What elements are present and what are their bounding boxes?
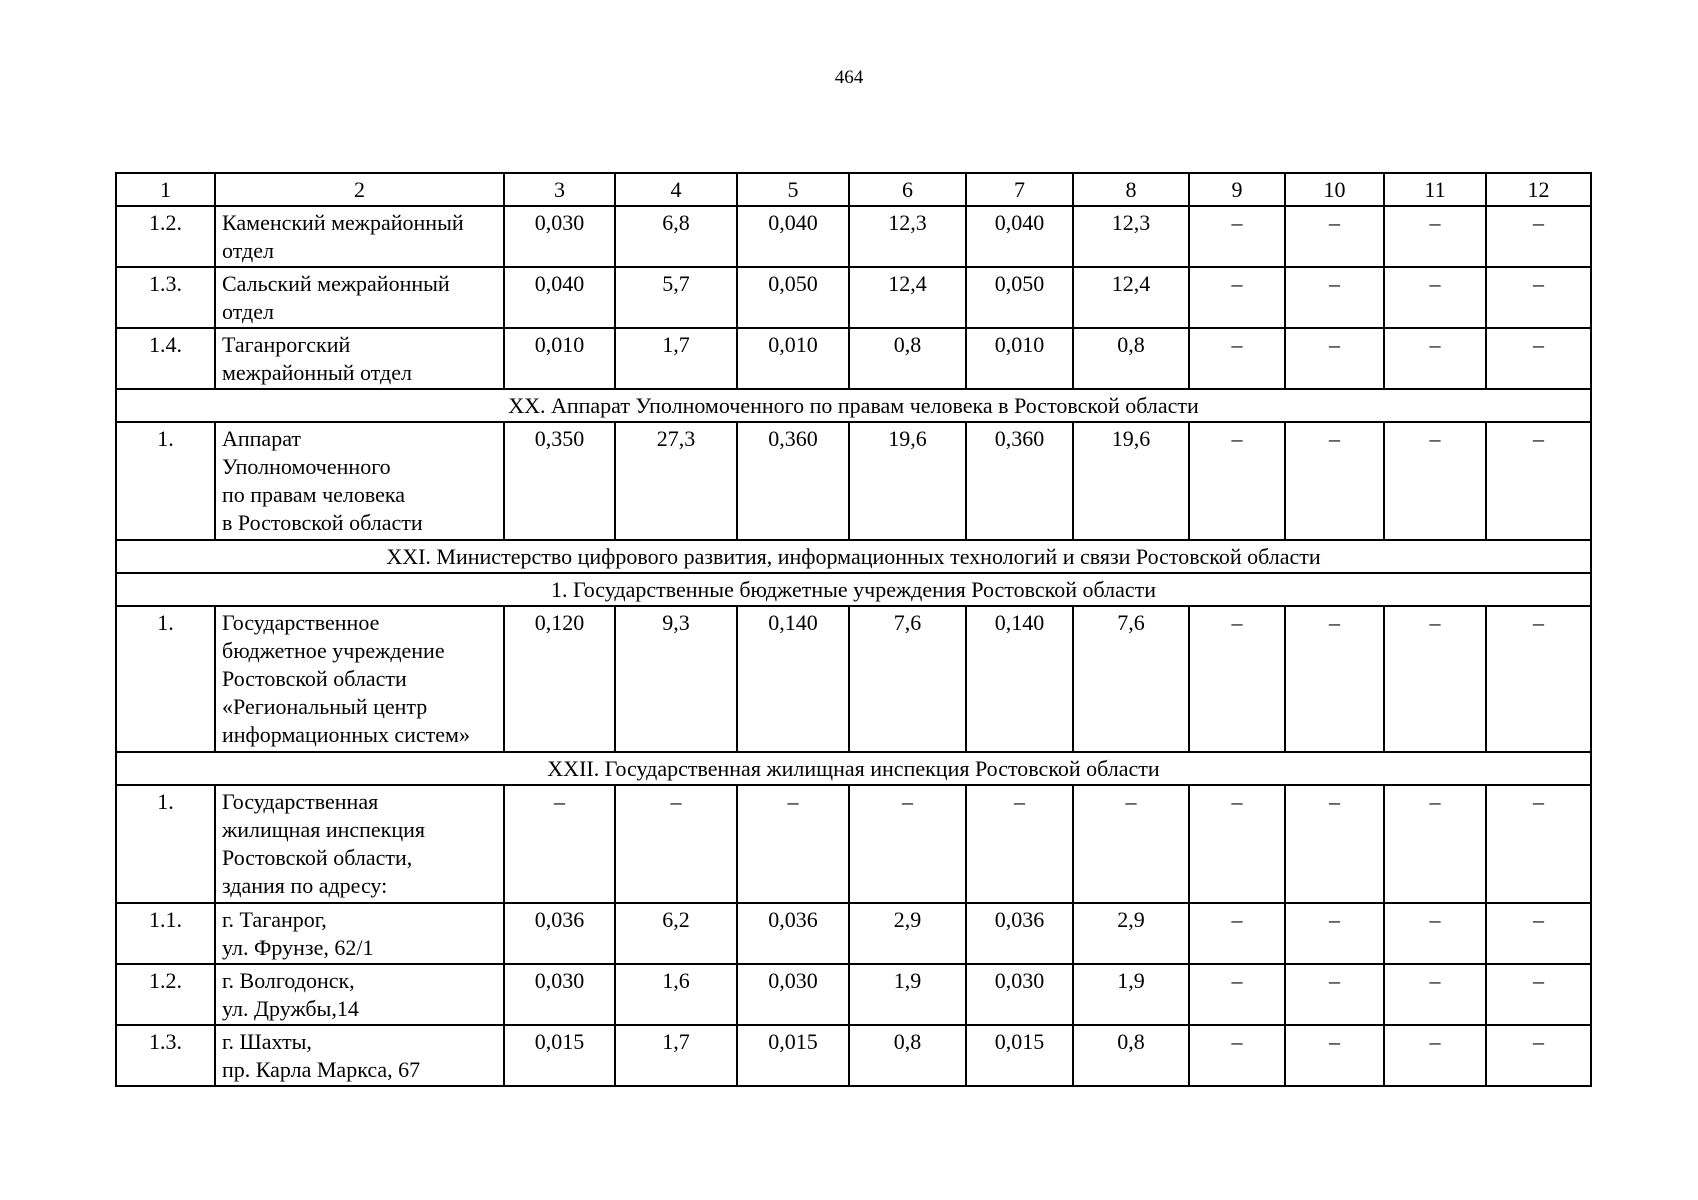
value-cell: 1,7: [615, 1025, 737, 1086]
section-heading: 1. Государственные бюджетные учреждения Ростовской области: [116, 573, 1591, 606]
value-cell: 0,8: [849, 1025, 966, 1086]
value-cell: –: [1486, 903, 1591, 964]
value-cell: 5,7: [615, 267, 737, 328]
section-heading: XXII. Государственная жилищная инспекция Ростовской области: [116, 752, 1591, 785]
value-cell: 19,6: [849, 422, 966, 540]
value-cell: 0,030: [504, 206, 615, 267]
value-cell: –: [1189, 964, 1285, 1025]
table-row: [116, 328, 1591, 389]
value-cell: –: [1189, 903, 1285, 964]
row-number-cell: 1.2.: [116, 206, 215, 267]
value-cell: 0,040: [966, 206, 1073, 267]
value-cell: –: [1384, 267, 1486, 328]
organization-name-cell: Сальский межрайонный отдел: [215, 267, 504, 328]
organization-name-cell: Таганрогский межрайонный отдел: [215, 328, 504, 389]
value-cell: –: [1285, 785, 1384, 903]
value-cell: –: [1189, 606, 1285, 752]
table-header-row: [116, 173, 1591, 206]
value-cell: 0,140: [737, 606, 849, 752]
value-cell: 0,040: [737, 206, 849, 267]
table-row: [116, 903, 1591, 964]
value-cell: 12,4: [849, 267, 966, 328]
value-cell: 1,9: [1073, 964, 1189, 1025]
value-cell: –: [1384, 964, 1486, 1025]
table-body: [116, 173, 1591, 1086]
value-cell: –: [1384, 606, 1486, 752]
value-cell: 1,9: [849, 964, 966, 1025]
organization-name-cell: Каменский межрайонный отдел: [215, 206, 504, 267]
value-cell: 6,2: [615, 903, 737, 964]
value-cell: –: [1285, 328, 1384, 389]
header-cell: 12: [1486, 173, 1591, 206]
organization-name-cell: г. Таганрог, ул. Фрунзе, 62/1: [215, 903, 504, 964]
value-cell: –: [1486, 328, 1591, 389]
organization-name-cell: Государственное бюджетное учреждение Ростовской области «Региональный центр информационных систем»: [215, 606, 504, 752]
value-cell: –: [1384, 903, 1486, 964]
value-cell: 7,6: [849, 606, 966, 752]
value-cell: –: [1486, 1025, 1591, 1086]
value-cell: 0,030: [737, 964, 849, 1025]
section-heading-row: [116, 573, 1591, 606]
value-cell: –: [1189, 785, 1285, 903]
value-cell: –: [849, 785, 966, 903]
page-number: 464: [834, 67, 864, 88]
value-cell: –: [1073, 785, 1189, 903]
value-cell: –: [1285, 267, 1384, 328]
value-cell: 12,3: [849, 206, 966, 267]
value-cell: –: [1285, 606, 1384, 752]
value-cell: 12,3: [1073, 206, 1189, 267]
value-cell: 0,8: [1073, 328, 1189, 389]
row-number-cell: 1.2.: [116, 964, 215, 1025]
value-cell: 0,010: [737, 328, 849, 389]
table-row: [116, 785, 1591, 903]
value-cell: –: [1486, 785, 1591, 903]
header-cell: 3: [504, 173, 615, 206]
value-cell: 1,7: [615, 328, 737, 389]
value-cell: –: [737, 785, 849, 903]
value-cell: –: [1384, 422, 1486, 540]
row-number-cell: 1.3.: [116, 267, 215, 328]
value-cell: 19,6: [1073, 422, 1189, 540]
value-cell: 2,9: [1073, 903, 1189, 964]
value-cell: 0,030: [966, 964, 1073, 1025]
header-cell: 7: [966, 173, 1073, 206]
organization-name-cell: Аппарат Уполномоченного по правам человека в Ростовской области: [215, 422, 504, 540]
header-cell: 5: [737, 173, 849, 206]
value-cell: –: [1486, 267, 1591, 328]
value-cell: 0,120: [504, 606, 615, 752]
value-cell: 0,015: [737, 1025, 849, 1086]
value-cell: –: [1285, 903, 1384, 964]
value-cell: –: [1384, 206, 1486, 267]
value-cell: 0,350: [504, 422, 615, 540]
header-cell: 6: [849, 173, 966, 206]
table-row: [116, 422, 1591, 540]
row-number-cell: 1.3.: [116, 1025, 215, 1086]
value-cell: 0,8: [1073, 1025, 1189, 1086]
value-cell: 0,050: [966, 267, 1073, 328]
value-cell: 0,140: [966, 606, 1073, 752]
value-cell: 0,360: [737, 422, 849, 540]
header-cell: 8: [1073, 173, 1189, 206]
value-cell: –: [1384, 1025, 1486, 1086]
value-cell: 0,036: [504, 903, 615, 964]
value-cell: 6,8: [615, 206, 737, 267]
value-cell: 0,015: [966, 1025, 1073, 1086]
value-cell: –: [1486, 606, 1591, 752]
value-cell: –: [1189, 422, 1285, 540]
value-cell: –: [504, 785, 615, 903]
value-cell: –: [1285, 422, 1384, 540]
value-cell: 2,9: [849, 903, 966, 964]
header-cell: 9: [1189, 173, 1285, 206]
value-cell: 0,015: [504, 1025, 615, 1086]
value-cell: –: [1285, 964, 1384, 1025]
header-cell: 10: [1285, 173, 1384, 206]
row-number-cell: 1.: [116, 606, 215, 752]
value-cell: –: [1189, 206, 1285, 267]
organization-name-cell: г. Шахты, пр. Карла Маркса, 67: [215, 1025, 504, 1086]
value-cell: 7,6: [1073, 606, 1189, 752]
value-cell: –: [615, 785, 737, 903]
value-cell: –: [1384, 328, 1486, 389]
section-heading: XXI. Министерство цифрового развития, информационных технологий и связи Ростовской области: [116, 540, 1591, 573]
data-table: [115, 172, 1592, 1087]
value-cell: –: [1486, 206, 1591, 267]
table-row: [116, 1025, 1591, 1086]
value-cell: –: [1189, 267, 1285, 328]
value-cell: –: [966, 785, 1073, 903]
row-number-cell: 1.: [116, 785, 215, 903]
value-cell: –: [1189, 328, 1285, 389]
value-cell: 0,040: [504, 267, 615, 328]
section-heading-row: [116, 540, 1591, 573]
value-cell: 0,010: [966, 328, 1073, 389]
value-cell: 0,050: [737, 267, 849, 328]
value-cell: 12,4: [1073, 267, 1189, 328]
value-cell: –: [1285, 1025, 1384, 1086]
value-cell: 27,3: [615, 422, 737, 540]
section-heading-row: [116, 389, 1591, 422]
organization-name-cell: Государственная жилищная инспекция Ростовской области, здания по адресу:: [215, 785, 504, 903]
organization-name-cell: г. Волгодонск, ул. Дружбы,14: [215, 964, 504, 1025]
header-cell: 1: [116, 173, 215, 206]
header-cell: 11: [1384, 173, 1486, 206]
header-cell: 4: [615, 173, 737, 206]
value-cell: 0,8: [849, 328, 966, 389]
value-cell: –: [1486, 422, 1591, 540]
value-cell: –: [1285, 206, 1384, 267]
table-row: [116, 267, 1591, 328]
value-cell: –: [1189, 1025, 1285, 1086]
table-row: [116, 206, 1591, 267]
section-heading-row: [116, 752, 1591, 785]
value-cell: 0,036: [737, 903, 849, 964]
value-cell: 0,010: [504, 328, 615, 389]
table-row: [116, 606, 1591, 752]
row-number-cell: 1.1.: [116, 903, 215, 964]
value-cell: 0,036: [966, 903, 1073, 964]
section-heading: XX. Аппарат Уполномоченного по правам человека в Ростовской области: [116, 389, 1591, 422]
row-number-cell: 1.4.: [116, 328, 215, 389]
value-cell: 0,360: [966, 422, 1073, 540]
header-cell: 2: [215, 173, 504, 206]
value-cell: 1,6: [615, 964, 737, 1025]
value-cell: –: [1486, 964, 1591, 1025]
value-cell: 0,030: [504, 964, 615, 1025]
value-cell: 9,3: [615, 606, 737, 752]
row-number-cell: 1.: [116, 422, 215, 540]
table-row: [116, 964, 1591, 1025]
value-cell: –: [1384, 785, 1486, 903]
